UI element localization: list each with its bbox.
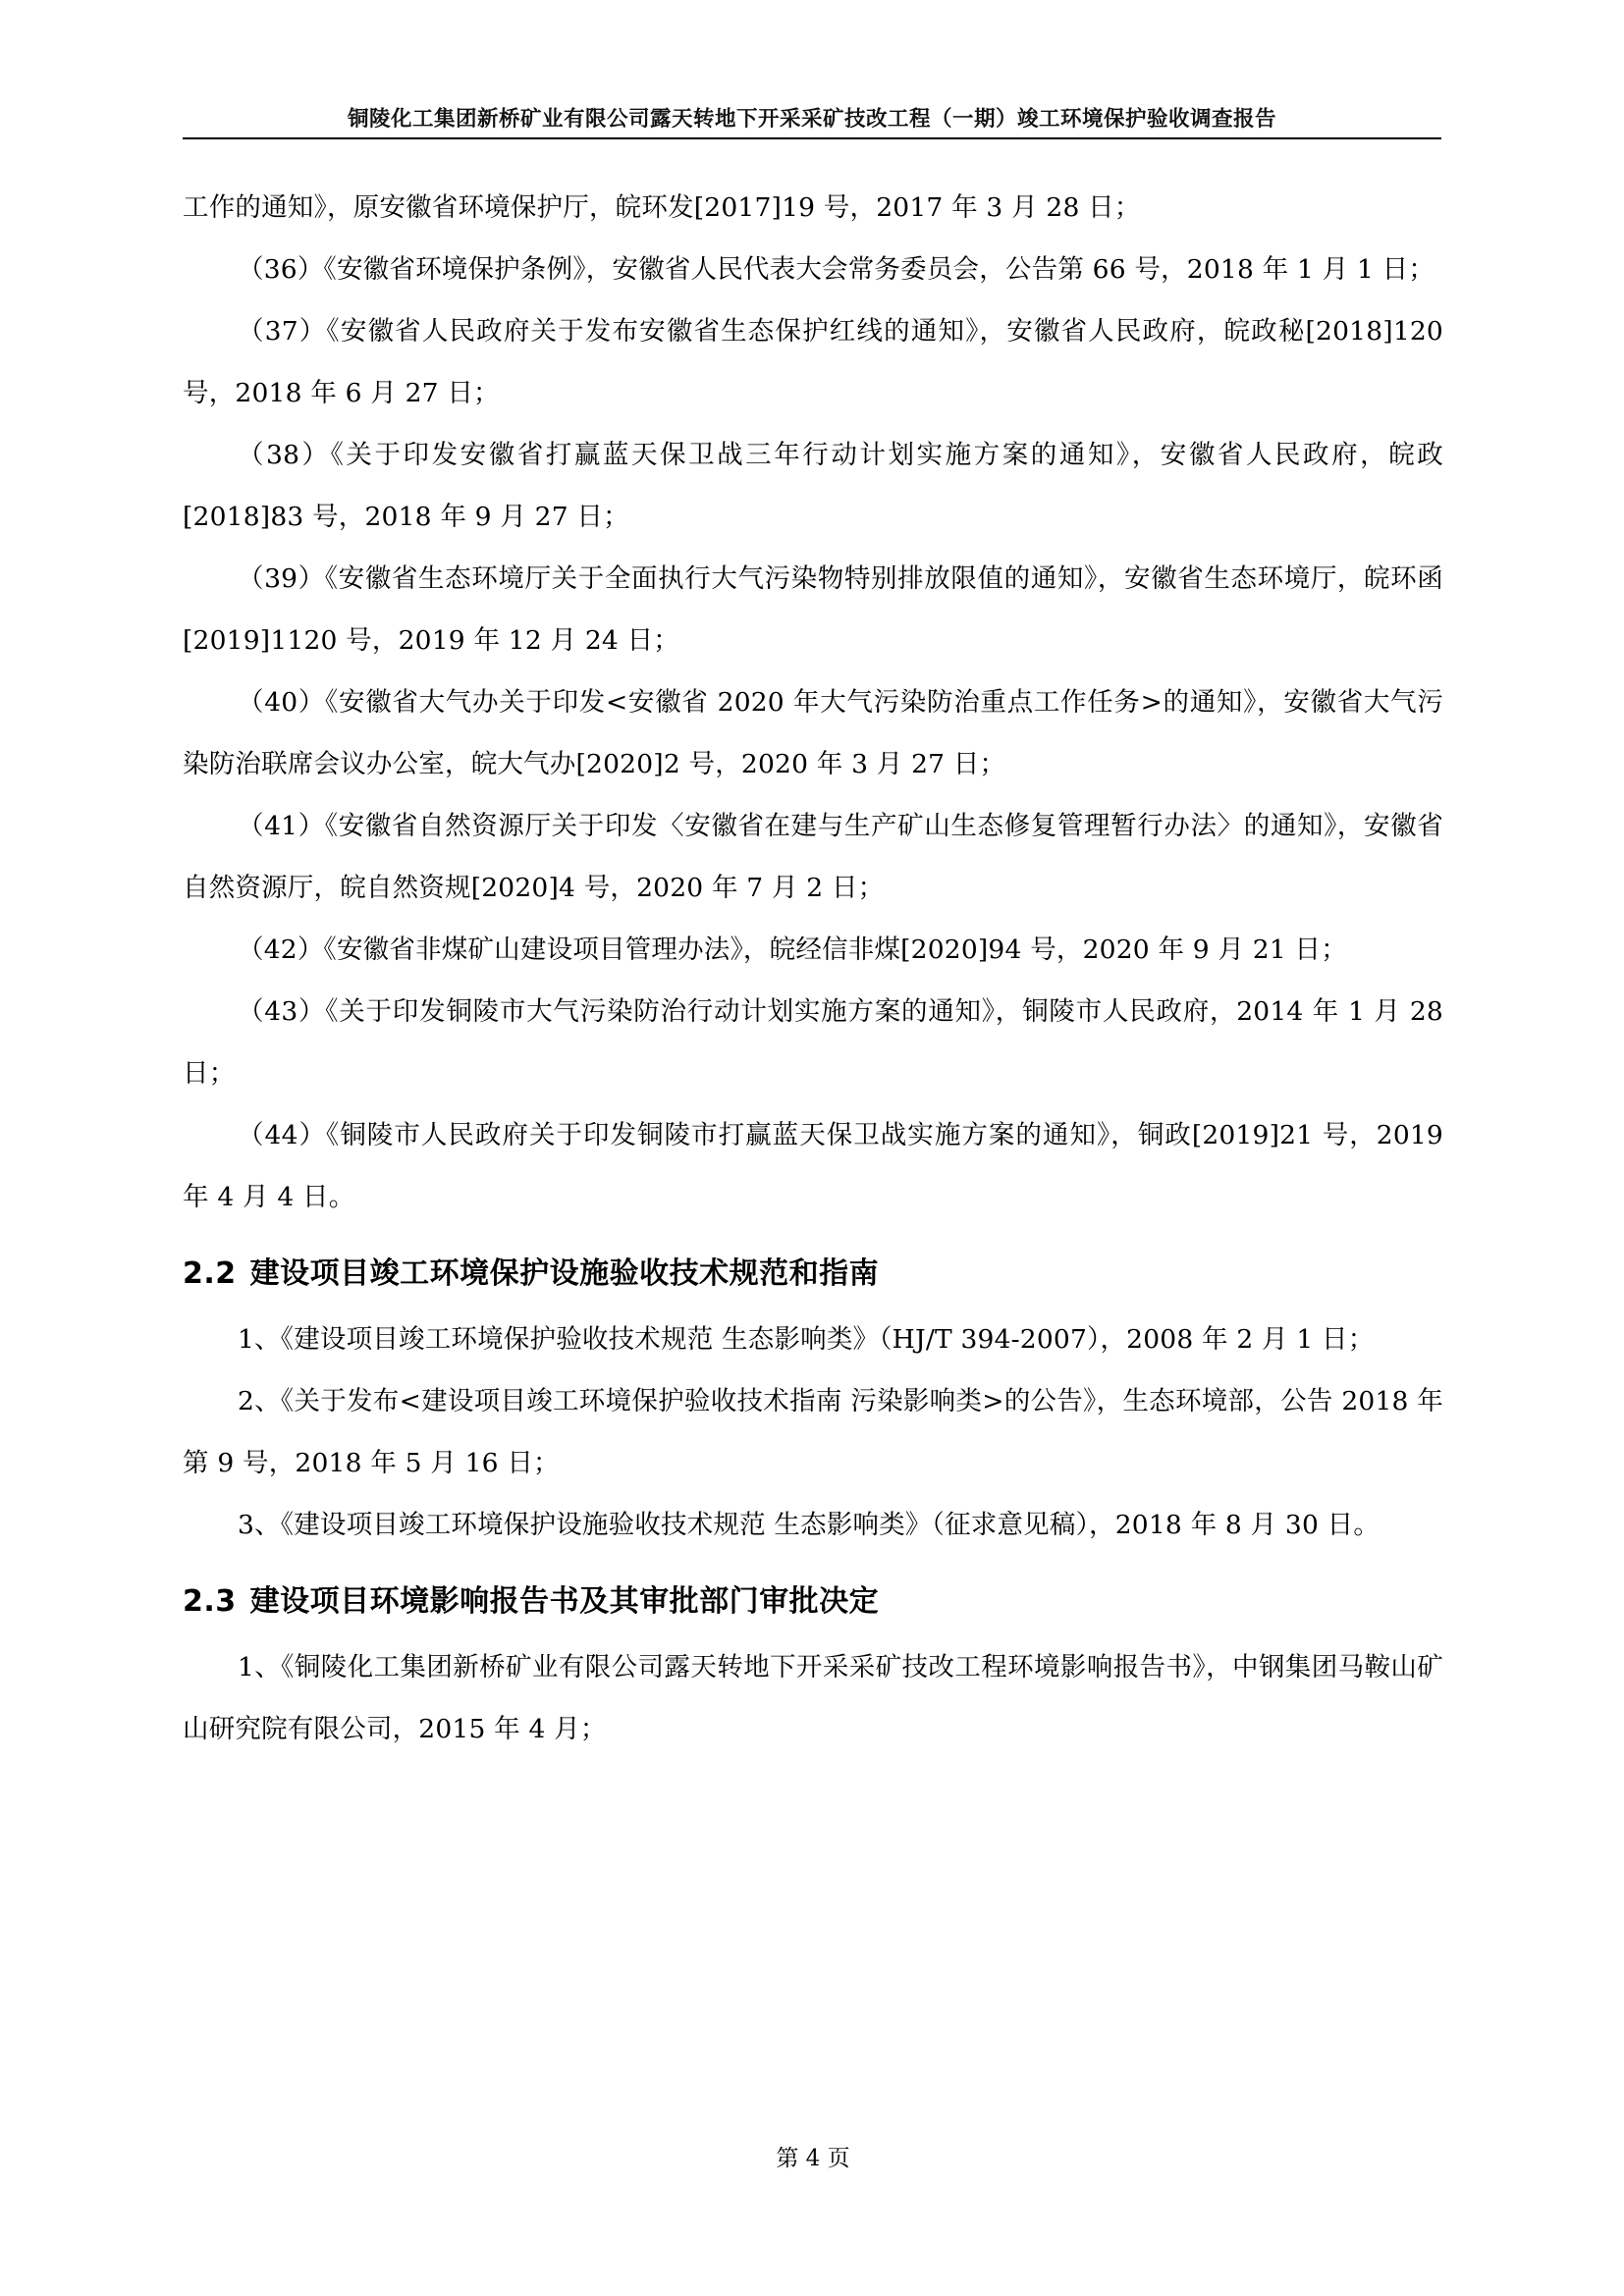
paragraph: （40）《安徽省大气办关于印发<安徽省 2020 年大气污染防治重点工作任务>的通知》，安徽省大气污染防治联席会议办公室，皖大气办[2020]2 号，2020 年 3 月 27 日； xyxy=(183,687,1443,779)
paragraph: （36）《安徽省环境保护条例》，安徽省人民代表大会常务委员会，公告第 66 号，2018 年 1 月 1 日； xyxy=(238,254,1435,285)
section-number: 2.2 xyxy=(183,1256,237,1291)
paragraph: 1、《铜陵化工集团新桥矿业有限公司露天转地下开采采矿技改工程环境影响报告书》，中钢集团马鞍山矿山研究院有限公司，2015 年 4 月； xyxy=(183,1652,1443,1744)
section-heading-2-2 xyxy=(183,1244,1443,1305)
section-title: 建设项目竣工环境保护设施验收技术规范和指南 xyxy=(249,1256,880,1291)
paragraph: （43）《关于印发铜陵市大气污染防治行动计划实施方案的通知》，铜陵市人民政府，2014 年 1 月 28 日； xyxy=(183,996,1443,1089)
paragraph: 工作的通知》，原安徽省环境保护厅，皖环发[2017]19 号，2017 年 3 月 28 日； xyxy=(183,192,1141,223)
paragraph: （37）《安徽省人民政府关于发布安徽省生态保护红线的通知》，安徽省人民政府，皖政秘[2018]120 号，2018 年 6 月 27 日； xyxy=(183,316,1443,408)
paragraph: 3、《建设项目竣工环境保护设施验收技术规范 生态影响类》（征求意见稿），2018 年 8 月 30 日。 xyxy=(238,1510,1380,1540)
page-content xyxy=(183,177,1443,1760)
paragraph: 1、《建设项目竣工环境保护验收技术规范 生态影响类》（HJ/T 394-2007），2008 年 2 月 1 日； xyxy=(238,1324,1375,1355)
page-header: 铜陵化工集团新桥矿业有限公司露天转地下开采采矿技改工程（一期）竣工环境保护验收调查报告 xyxy=(347,107,1276,132)
header-divider xyxy=(183,137,1441,139)
paragraph: （38）《关于印发安徽省打赢蓝天保卫战三年行动计划实施方案的通知》，安徽省人民政府，皖政[2018]83 号，2018 年 9 月 27 日； xyxy=(183,440,1443,532)
paragraph: 2、《关于发布<建设项目竣工环境保护验收技术指南 污染影响类>的公告》，生态环境部，公告 2018 年第 9 号，2018 年 5 月 16 日； xyxy=(183,1386,1443,1478)
paragraph: （44）《铜陵市人民政府关于印发铜陵市打赢蓝天保卫战实施方案的通知》，铜政[2019]21 号，2019 年 4 月 4 日。 xyxy=(183,1120,1443,1212)
paragraph: （42）《安徽省非煤矿山建设项目管理办法》，皖经信非煤[2020]94 号，2020 年 9 月 21 日； xyxy=(238,934,1347,965)
section-heading-2-3 xyxy=(183,1572,1443,1632)
section-number: 2.3 xyxy=(183,1584,237,1619)
paragraph: （41）《安徽省自然资源厅关于印发〈安徽省在建与生产矿山生态修复管理暂行办法〉的通知》，安徽省自然资源厅，皖自然资规[2020]4 号，2020 年 7 月 2 日； xyxy=(183,811,1443,903)
section-title: 建设项目环境影响报告书及其审批部门审批决定 xyxy=(249,1584,880,1619)
paragraph: （39）《安徽省生态环境厅关于全面执行大气污染物特别排放限值的通知》，安徽省生态环境厅，皖环函[2019]1120 号，2019 年 12 月 24 日； xyxy=(183,563,1443,656)
page-footer: 第 4 页 xyxy=(776,2146,850,2171)
